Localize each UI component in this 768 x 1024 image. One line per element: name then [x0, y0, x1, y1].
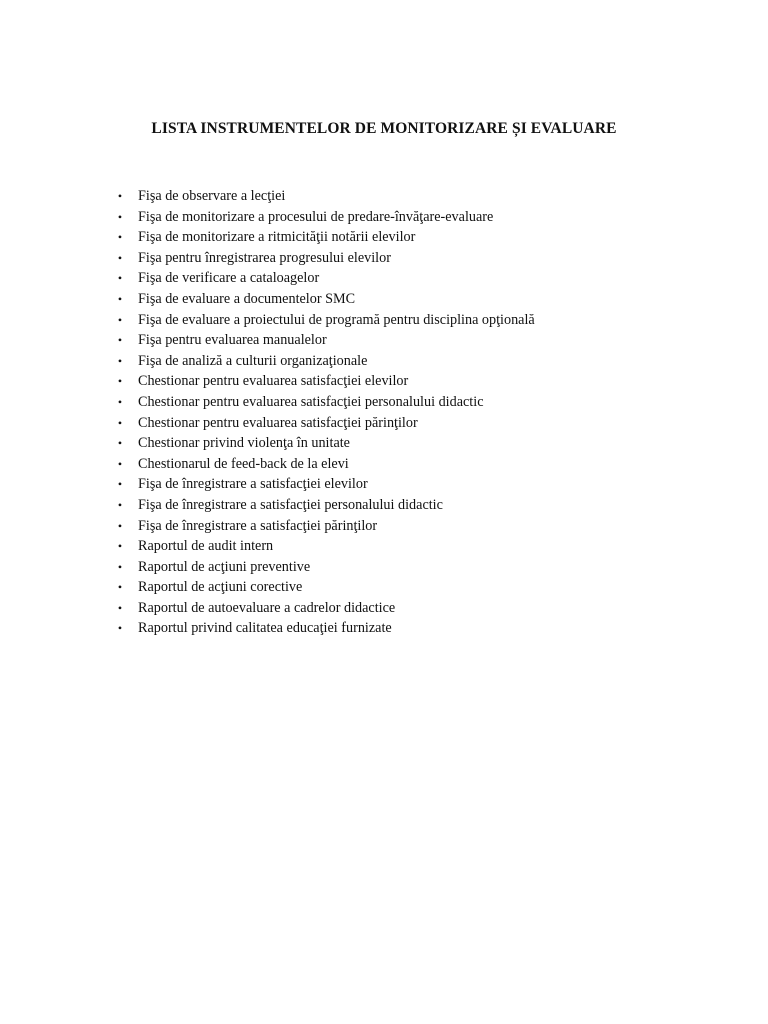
list-item-19 — [113, 557, 733, 578]
bullet-icon: • — [117, 539, 123, 554]
list-item-8 — [113, 330, 733, 351]
list-item-text: Fişa de analiză a culturii organizaţionale — [138, 352, 368, 369]
list-item-15 — [113, 474, 733, 495]
bullet-icon: • — [117, 580, 123, 595]
list-item-text: Chestionarul de feed-back de la elevi — [138, 455, 349, 472]
bullet-icon: • — [117, 291, 123, 306]
bullet-icon: • — [117, 600, 123, 615]
list-item-2 — [113, 207, 733, 228]
bullet-icon: • — [117, 559, 123, 574]
list-item-5 — [113, 268, 733, 289]
list-item-text: Fişa de monitorizare a procesului de predare-învăţare-evaluare — [138, 208, 494, 225]
list-item-16 — [113, 495, 733, 516]
list-item-text: Raportul privind calitatea educaţiei furnizate — [138, 620, 392, 637]
list-item-1 — [113, 186, 733, 207]
list-item-text: Raportul de acţiuni preventive — [138, 558, 311, 575]
list-item-text: Chestionar privind violenţa în unitate — [138, 435, 350, 452]
bullet-icon: • — [117, 230, 123, 245]
bullet-icon: • — [117, 271, 123, 286]
list-item-11 — [113, 392, 733, 413]
bullet-icon: • — [117, 394, 123, 409]
bullet-icon: • — [117, 477, 123, 492]
list-item-9 — [113, 351, 733, 372]
list-item-18 — [113, 536, 733, 557]
list-item-21 — [113, 598, 733, 619]
list-item-text: Raportul de acţiuni corective — [138, 579, 303, 596]
list-item-13 — [113, 433, 733, 454]
list-item-text: Fişa de verificare a cataloagelor — [138, 270, 320, 287]
list-item-text: Fişa de înregistrare a satisfacţiei părinţilor — [138, 517, 378, 534]
list-item-7 — [113, 310, 733, 331]
list-item-3 — [113, 227, 733, 248]
list-item-17 — [113, 516, 733, 537]
bullet-icon: • — [117, 497, 123, 512]
bullet-icon: • — [117, 333, 123, 348]
list-item-14 — [113, 454, 733, 475]
bullet-icon: • — [117, 374, 123, 389]
bullet-icon: • — [117, 353, 123, 368]
bullet-icon: • — [117, 436, 123, 451]
list-item-22 — [113, 618, 733, 639]
list-item-20 — [113, 577, 733, 598]
bullet-icon: • — [117, 456, 123, 471]
list-item-text: Fişa de înregistrare a satisfacţiei personalului didactic — [138, 496, 443, 513]
list-item-text: Fişa pentru înregistrarea progresului elevilor — [138, 249, 391, 266]
list-item-text: Raportul de audit intern — [138, 538, 274, 555]
list-item-text: Chestionar pentru evaluarea satisfacţiei elevilor — [138, 373, 409, 390]
instrument-list — [113, 186, 733, 639]
bullet-icon: • — [117, 189, 123, 203]
bullet-icon: • — [117, 621, 123, 636]
list-item-text: Chestionar pentru evaluarea satisfacţiei personalului didactic — [138, 393, 484, 410]
bullet-icon: • — [117, 250, 123, 265]
list-item-12 — [113, 413, 733, 434]
list-item-text: Fişa pentru evaluarea manualelor — [138, 332, 327, 349]
list-item-text: Raportul de autoevaluare a cadrelor didactice — [138, 599, 396, 616]
list-item-text: Fişa de evaluare a documentelor SMC — [138, 290, 356, 307]
list-item-6 — [113, 289, 733, 310]
bullet-icon: • — [117, 209, 123, 224]
list-item-text: Fişa de înregistrare a satisfacţiei elevilor — [138, 476, 368, 493]
list-item-text: Fişa de evaluare a proiectului de programă pentru disciplina opţională — [138, 311, 535, 328]
list-item-text: Fişa de observare a lecţiei — [138, 188, 286, 204]
bullet-icon: • — [117, 312, 123, 327]
list-item-4 — [113, 248, 733, 269]
bullet-icon: • — [117, 518, 123, 533]
list-item-text: Fişa de monitorizare a ritmicităţii notării elevilor — [138, 229, 416, 246]
list-item-text: Chestionar pentru evaluarea satisfacţiei părinţilor — [138, 414, 418, 431]
list-item-10 — [113, 371, 733, 392]
document-title: LISTA INSTRUMENTELOR DE MONITORIZARE ȘI EVALUARE — [151, 120, 617, 137]
bullet-icon: • — [117, 415, 123, 430]
